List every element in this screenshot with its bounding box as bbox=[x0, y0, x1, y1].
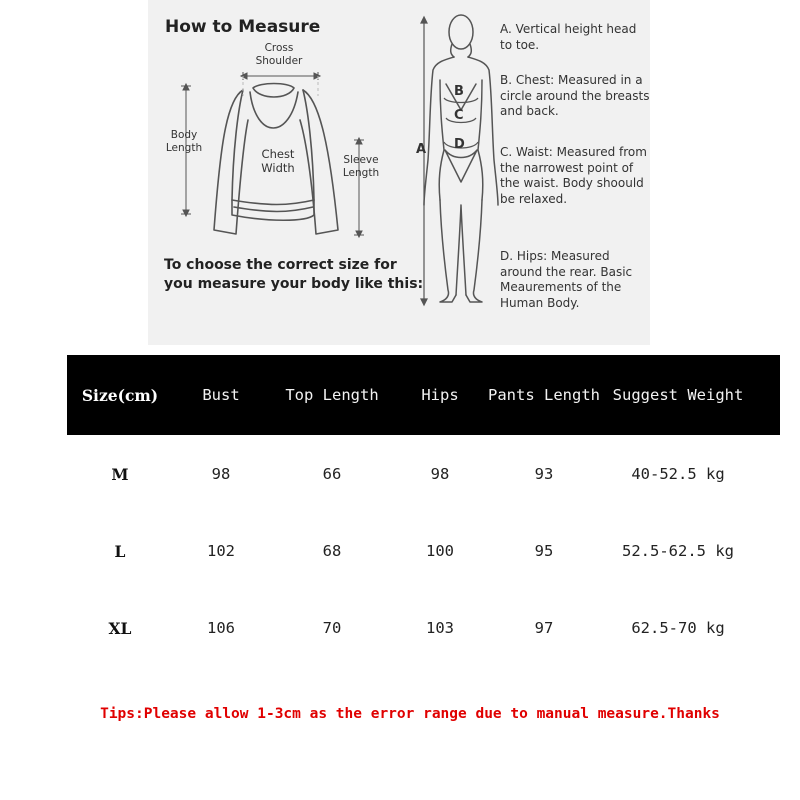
table-row-l-top-length: 68 bbox=[322, 542, 342, 560]
body-letter-b: B bbox=[454, 84, 464, 99]
table-row-xl-size: XL bbox=[108, 619, 132, 638]
table-row-xl-top-length: 70 bbox=[322, 619, 342, 637]
body-letter-d: D bbox=[454, 137, 465, 152]
header-pants-length: Pants Length bbox=[488, 386, 600, 404]
table-row-m-pants-length: 93 bbox=[534, 465, 554, 483]
body-letter-c: C bbox=[454, 108, 464, 123]
note-d: D. Hips: Measured around the rear. Basic Meaurements of the Human Body. bbox=[500, 249, 633, 310]
table-row-l-size: L bbox=[114, 542, 126, 561]
note-a: A. Vertical height head to toe. bbox=[500, 22, 637, 52]
note-c: C. Waist: Measured from the narrowest point of the waist. Body shoould be relaxed. bbox=[500, 145, 647, 206]
tips-note: Tips:Please allow 1-3cm as the error range due to manual measure.Thanks bbox=[100, 706, 720, 722]
table-row-l-pants-length: 95 bbox=[534, 542, 554, 560]
header-hips: Hips bbox=[421, 386, 459, 404]
table-row-xl-hips: 103 bbox=[426, 619, 454, 637]
label-sleeve-length: Sleeve Length bbox=[342, 154, 380, 179]
label-cross-shoulder: Cross Shoulder bbox=[255, 42, 303, 67]
table-row-l-hips: 100 bbox=[426, 542, 454, 560]
body-letter-a: A bbox=[416, 142, 427, 157]
table-row-l-bust: 102 bbox=[207, 542, 235, 560]
table-row-m-bust: 98 bbox=[211, 465, 231, 483]
guide-title: How to Measure bbox=[165, 17, 321, 37]
label-body-length: Body Length bbox=[165, 129, 203, 154]
table-row-m-weight: 40-52.5 kg bbox=[631, 465, 725, 483]
table-row-xl-pants-length: 97 bbox=[534, 619, 554, 637]
header-size: Size(cm) bbox=[81, 386, 159, 405]
measurement-guide bbox=[148, 0, 650, 345]
header-top-length: Top Length bbox=[285, 386, 379, 404]
label-chest-width: Chest Width bbox=[261, 147, 295, 175]
instruction-text: To choose the correct size for you measure your body like this: bbox=[164, 257, 424, 292]
header-suggest-weight: Suggest Weight bbox=[612, 386, 744, 404]
table-row-m-top-length: 66 bbox=[322, 465, 342, 483]
table-row-xl-bust: 106 bbox=[207, 619, 235, 637]
header-bust: Bust bbox=[202, 386, 240, 404]
table-row-m-hips: 98 bbox=[430, 465, 450, 483]
table-row-xl-weight: 62.5-70 kg bbox=[631, 619, 725, 637]
table-row-m-size: M bbox=[111, 465, 129, 484]
note-b: B. Chest: Measured in a circle around the breasts and back. bbox=[500, 73, 650, 118]
table-row-l-weight: 52.5-62.5 kg bbox=[622, 542, 734, 560]
